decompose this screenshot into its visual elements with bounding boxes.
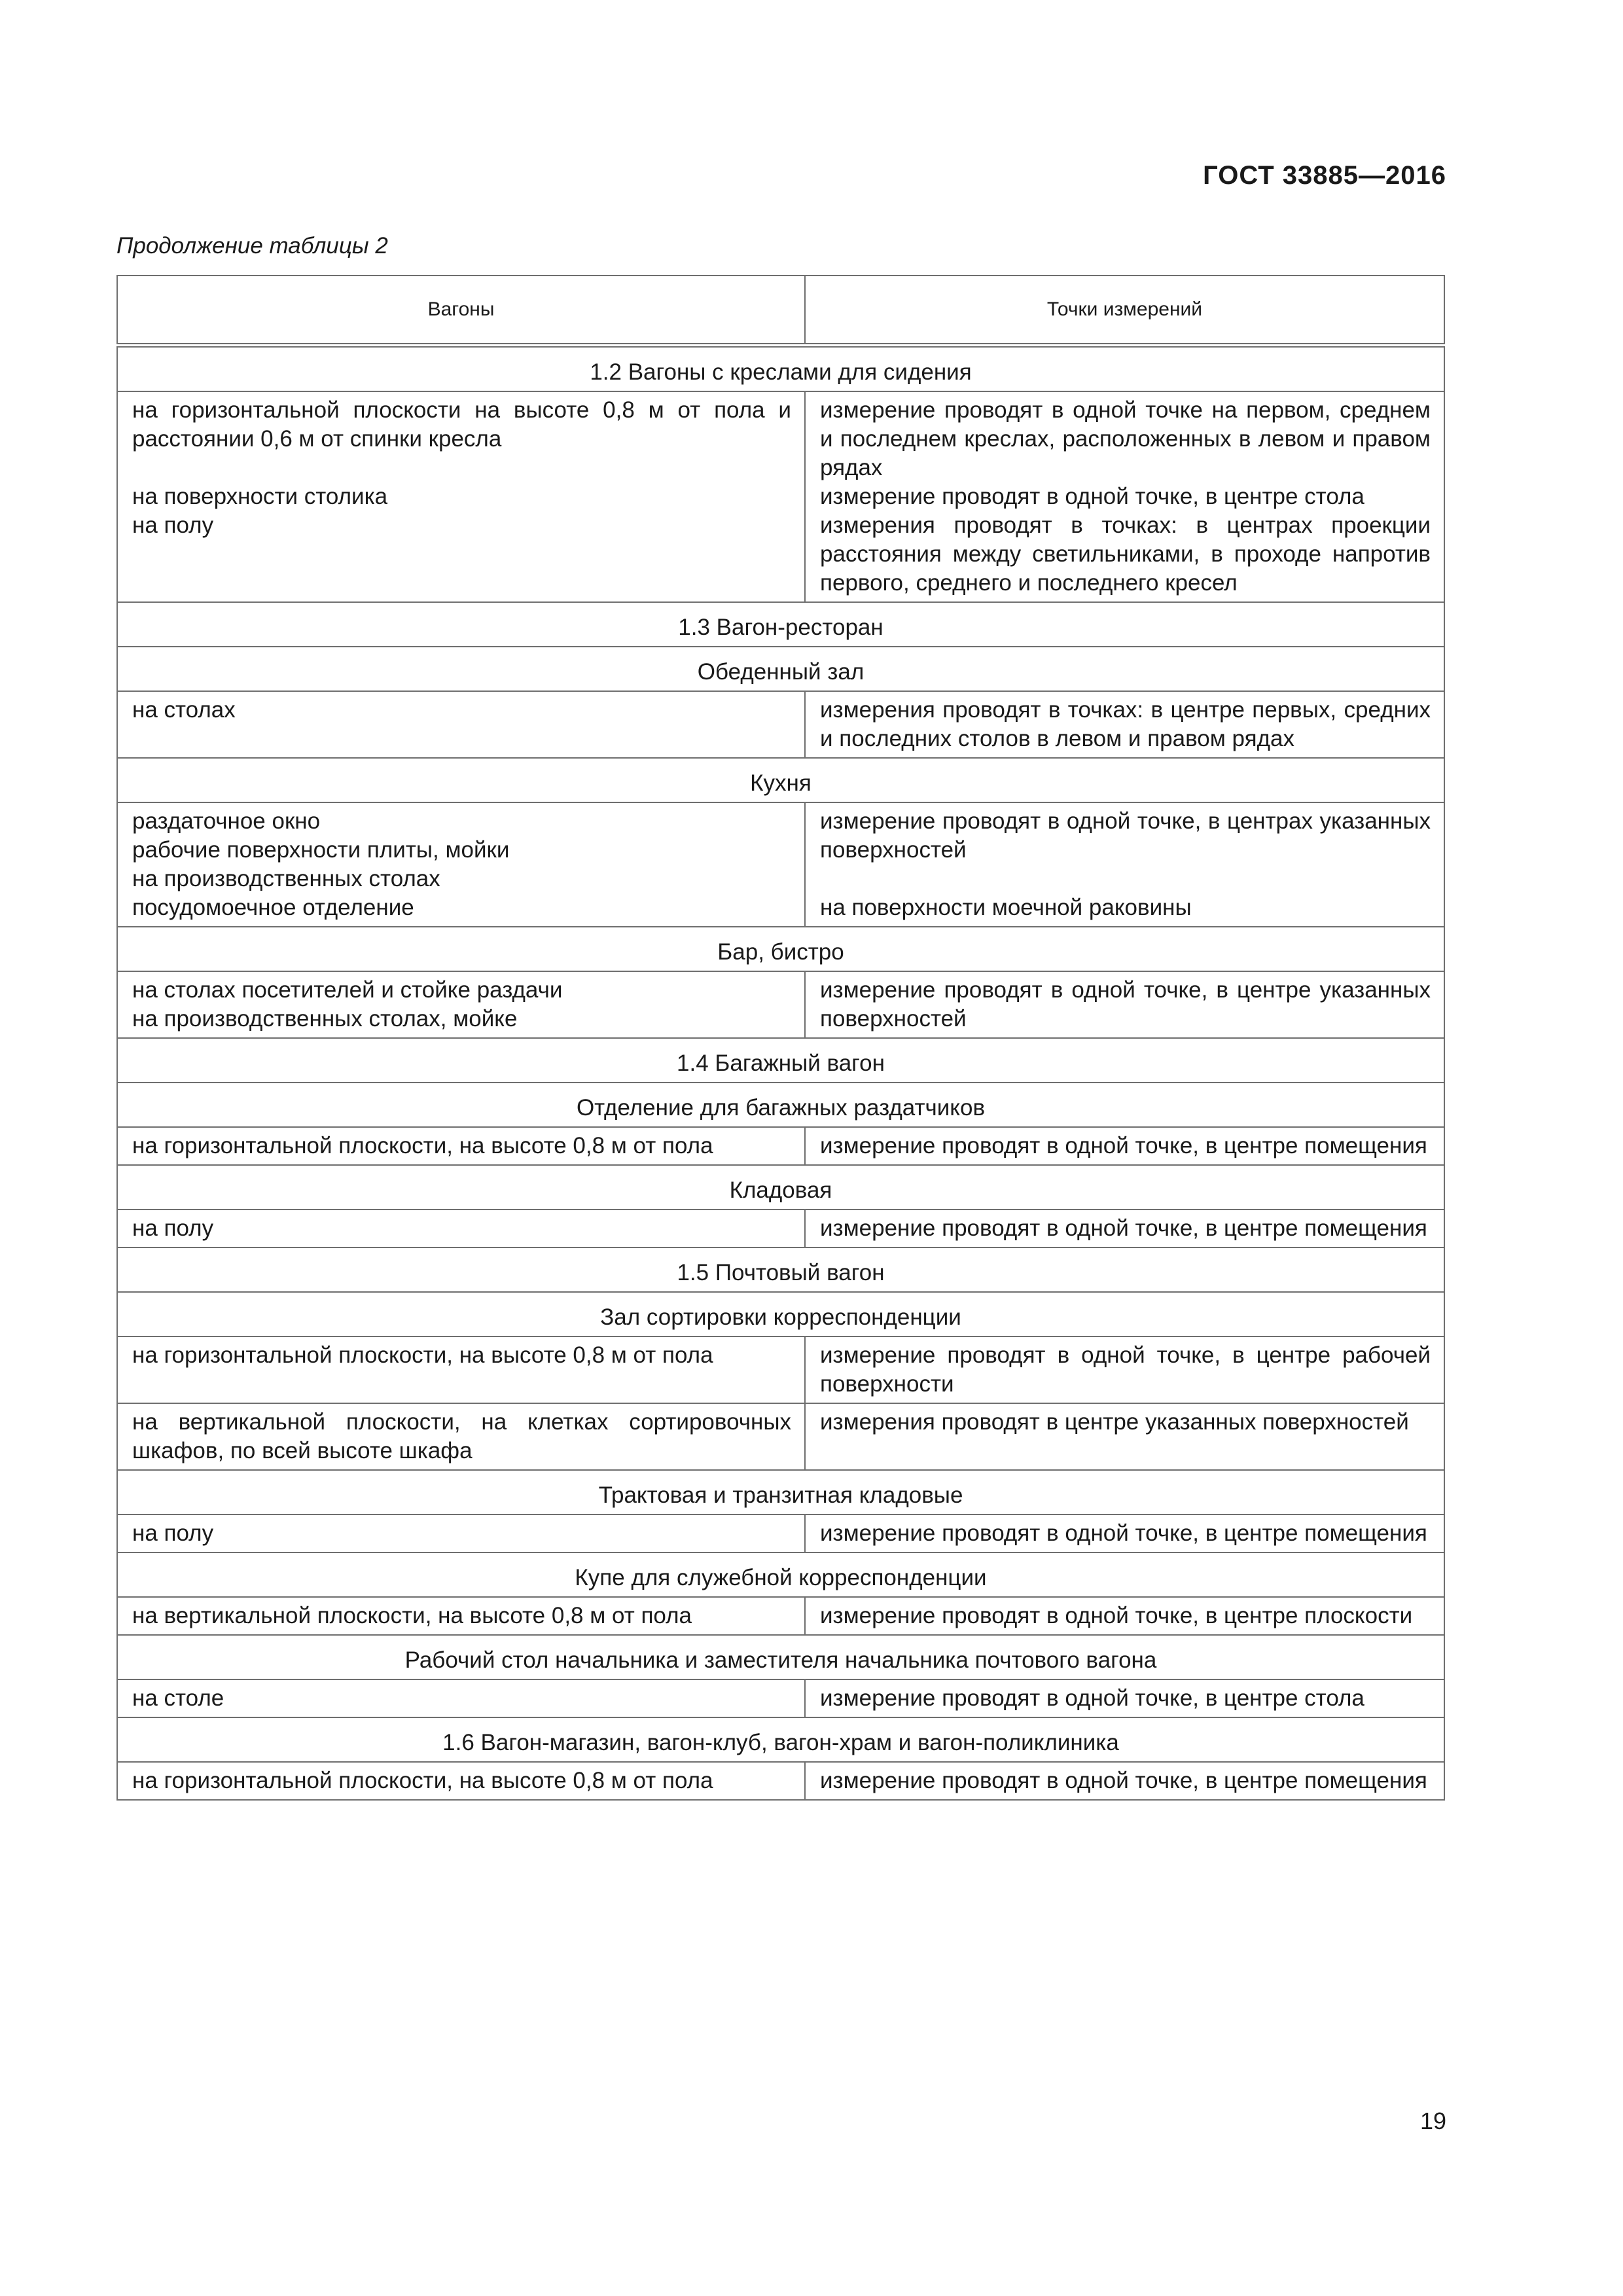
cell-line: на полу	[132, 512, 214, 538]
cell-location: на горизонтальной плоскости, на высоте 0,8 м от пола	[117, 1127, 805, 1165]
cell-measurement: измерения проводят в точках: в центре первых, средних и последних столов в левом и правом рядах	[805, 691, 1444, 758]
table-row	[117, 1127, 1444, 1165]
subsection-heading: Кухня	[117, 758, 1444, 802]
section-row	[117, 602, 1444, 647]
section-row	[117, 1038, 1444, 1083]
cell-measurement	[805, 391, 1444, 602]
cell-line: на столах посетителей и стойке раздачи	[132, 977, 563, 1003]
column-header-measurement-points: Точки измерений	[805, 276, 1444, 346]
cell-measurement: измерение проводят в одной точке, в центре указанных поверхностей	[805, 971, 1444, 1038]
subsection-row	[117, 1552, 1444, 1597]
cell-location	[117, 391, 805, 602]
table-row	[117, 391, 1444, 602]
section-heading: 1.5 Почтовый вагон	[117, 1247, 1444, 1292]
subsection-heading: Отделение для багажных раздатчиков	[117, 1083, 1444, 1127]
section-heading: 1.4 Багажный вагон	[117, 1038, 1444, 1083]
subsection-heading: Рабочий стол начальника и заместителя начальника почтового вагона	[117, 1635, 1444, 1679]
section-row	[117, 1247, 1444, 1292]
cell-location: на столе	[117, 1679, 805, 1717]
subsection-row	[117, 1165, 1444, 1210]
cell-measurement: измерения проводят в центре указанных поверхностей	[805, 1403, 1444, 1470]
table-row	[117, 1336, 1444, 1403]
subsection-row	[117, 927, 1444, 971]
cell-line: раздаточное окно	[132, 808, 321, 834]
cell-measurement: измерение проводят в одной точке, в центре плоскости	[805, 1597, 1444, 1635]
cell-line: на поверхности моечной раковины	[820, 895, 1192, 920]
section-row	[117, 346, 1444, 392]
subsection-row	[117, 1292, 1444, 1336]
subsection-row	[117, 647, 1444, 691]
cell-location: на столах	[117, 691, 805, 758]
table-header-row	[117, 276, 1444, 346]
column-header-cars: Вагоны	[117, 276, 805, 346]
cell-location: на вертикальной плоскости, на высоте 0,8 м от пола	[117, 1597, 805, 1635]
cell-measurement: измерение проводят в одной точке, в центре помещения	[805, 1210, 1444, 1247]
cell-line: на производственных столах	[132, 866, 440, 891]
cell-location: на полу	[117, 1515, 805, 1552]
cell-line: рабочие поверхности плиты, мойки	[132, 837, 510, 863]
subsection-row	[117, 1635, 1444, 1679]
table-row	[117, 1515, 1444, 1552]
cell-line: на горизонтальной плоскости на высоте 0,8 м от пола и расстоянии 0,6 м от спинки кресла	[132, 397, 791, 452]
subsection-heading: Трактовая и транзитная кладовые	[117, 1470, 1444, 1515]
section-heading: 1.6 Вагон-магазин, вагон-клуб, вагон-храм и вагон-поликлиника	[117, 1717, 1444, 1762]
cell-measurement: измерение проводят в одной точке, в центре стола	[805, 1679, 1444, 1717]
section-row	[117, 1717, 1444, 1762]
cell-line: измерение проводят в одной точке, в центрах указанных поверхностей	[820, 808, 1431, 863]
cell-location: на вертикальной плоскости, на клетках сортировочных шкафов, по всей высоте шкафа	[117, 1403, 805, 1470]
subsection-heading: Купе для служебной корреспонденции	[117, 1552, 1444, 1597]
subsection-heading: Бар, бистро	[117, 927, 1444, 971]
subsection-row	[117, 758, 1444, 802]
cell-line: измерение проводят в одной точке на первом, среднем и последнем креслах, расположенных в левом и правом рядах	[820, 397, 1431, 480]
cell-line: посудомоечное отделение	[132, 895, 414, 920]
cell-measurement: измерение проводят в одной точке, в центре помещения	[805, 1127, 1444, 1165]
table-row	[117, 691, 1444, 758]
cell-location: на горизонтальной плоскости, на высоте 0,8 м от пола	[117, 1336, 805, 1403]
cell-location: на полу	[117, 1210, 805, 1247]
cell-measurement: измерение проводят в одной точке, в центре рабочей поверхности	[805, 1336, 1444, 1403]
cell-location: на горизонтальной плоскости, на высоте 0,8 м от пола	[117, 1762, 805, 1800]
table-row	[117, 1403, 1444, 1470]
table-caption: Продолжение таблицы 2	[116, 233, 388, 259]
cell-measurement	[805, 802, 1444, 927]
cell-location	[117, 971, 805, 1038]
cell-measurement: измерение проводят в одной точке, в центре помещения	[805, 1762, 1444, 1800]
table-row	[117, 1679, 1444, 1717]
table-row	[117, 1762, 1444, 1800]
subsection-row	[117, 1083, 1444, 1127]
cell-line: измерение проводят в одной точке, в центре стола	[820, 484, 1364, 509]
measurement-points-table	[116, 275, 1445, 1801]
table-row	[117, 1597, 1444, 1635]
section-heading: 1.3 Вагон-ресторан	[117, 602, 1444, 647]
table-row	[117, 971, 1444, 1038]
cell-line: на производственных столах, мойке	[132, 1006, 518, 1031]
cell-line: измерения проводят в точках: в центрах проекции расстояния между светильниками, в проходе напротив первого, среднего и последнего кресел	[820, 512, 1431, 596]
cell-line: на поверхности столика	[132, 484, 388, 509]
cell-location	[117, 802, 805, 927]
document-code: ГОСТ 33885—2016	[1203, 161, 1446, 190]
table-row	[117, 1210, 1444, 1247]
subsection-row	[117, 1470, 1444, 1515]
page-number: 19	[1419, 2108, 1446, 2134]
cell-measurement: измерение проводят в одной точке, в центре помещения	[805, 1515, 1444, 1552]
subsection-heading: Обеденный зал	[117, 647, 1444, 691]
table-row	[117, 802, 1444, 927]
section-heading: 1.2 Вагоны с креслами для сидения	[117, 346, 1444, 392]
subsection-heading: Зал сортировки корреспонденции	[117, 1292, 1444, 1336]
subsection-heading: Кладовая	[117, 1165, 1444, 1210]
